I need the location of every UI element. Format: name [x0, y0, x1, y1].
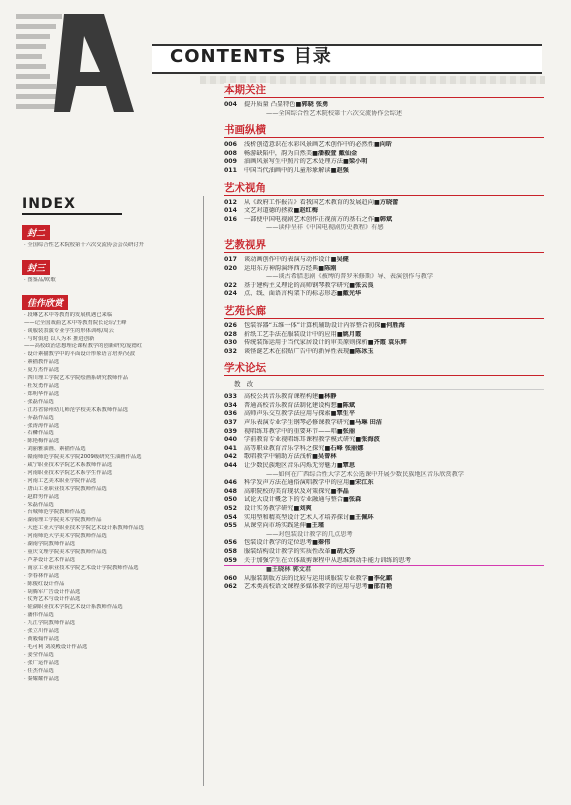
- author-separator: ■: [380, 321, 387, 329]
- index-item[interactable]: · 湖南学院教师作品选: [24, 541, 76, 548]
- entry-title: 传统装饰运用于当代家居设计的审美原则探析: [244, 339, 368, 347]
- author-separator: ■: [293, 505, 300, 512]
- index-item[interactable]: · 素描教作品选: [24, 359, 60, 366]
- section-heading: [224, 362, 544, 376]
- toc-entry[interactable]: [224, 514, 544, 523]
- index-item[interactable]: · 陈俊红设计作品: [24, 580, 65, 587]
- author-separator: ■: [349, 513, 356, 521]
- index-item[interactable]: · 陈艳梅作品选: [24, 438, 60, 445]
- index-item[interactable]: · 唐山工业职业技术学院教师作品选: [24, 485, 107, 492]
- entry-author: 潘毅萱 戴仙金: [317, 149, 358, 157]
- toc-entry[interactable]: [224, 141, 544, 150]
- entry-author: 马琳 田洁: [355, 419, 382, 427]
- index-item[interactable]: · 秦耀耀作品选: [24, 675, 60, 682]
- index-item[interactable]: · 仗秀艺术与设计作品选: [24, 596, 81, 603]
- section-subheading: 教 改: [234, 379, 544, 390]
- index-item[interactable]: · 河南工艺美术职业学院作品选: [24, 477, 97, 484]
- index-item[interactable]: · 李春林作品选: [24, 572, 60, 579]
- author-separator: ■: [343, 158, 349, 166]
- index-section-tag: 封二: [22, 225, 50, 240]
- contents-column: [224, 84, 544, 598]
- author-separator: ■: [349, 419, 356, 427]
- author-separator: ■: [312, 453, 318, 461]
- entry-author: 陈刚: [324, 264, 337, 272]
- page-number: [224, 224, 244, 233]
- author-separator: ■: [349, 281, 356, 289]
- toc-entry[interactable]: [224, 548, 544, 557]
- page-number: 060: [224, 574, 237, 582]
- index-item[interactable]: · 朱磊作品选: [24, 501, 54, 508]
- index-item[interactable]: · 姜莹作品选: [24, 651, 54, 658]
- index-item[interactable]: · 硅湖职业技术学院艺术设计系教师作品选: [24, 604, 123, 611]
- entry-title: 艺术类高校语文课程多媒体教学的应用与思考: [244, 583, 368, 591]
- entry-title: 设计实务教学研究: [244, 505, 294, 512]
- author-separator: ■: [312, 539, 318, 547]
- index-item[interactable]: · 夏万杰作品选: [24, 367, 60, 374]
- entry-author: 石峰 张丽娜: [330, 444, 364, 452]
- page-number: 030: [224, 339, 237, 347]
- index-item[interactable]: · 张涛涛作品选: [24, 422, 60, 429]
- page-number: 041: [224, 444, 237, 452]
- toc-entry[interactable]: [224, 393, 544, 402]
- entry-author: 吴健: [336, 255, 349, 263]
- page-number: 042: [224, 453, 237, 461]
- page-number: 036: [224, 410, 237, 418]
- author-separator: ■: [312, 149, 318, 157]
- index-item[interactable]: · 咸宁职业技术学院艺术系教师作品选: [24, 462, 113, 469]
- page-number: 012: [224, 198, 237, 206]
- entry-author: 郭晓 张勇: [301, 101, 329, 108]
- page-number: 011: [224, 166, 237, 174]
- page-number: 024: [224, 290, 237, 298]
- index-section: [22, 291, 202, 684]
- page-number: 046: [224, 479, 237, 487]
- toc-entry[interactable]: [224, 282, 544, 291]
- entry-title: 基于建构主义理论的高师钢琴教学研究: [244, 281, 350, 289]
- author-separator: ■: [367, 339, 374, 347]
- page-number: 008: [224, 149, 237, 157]
- author-separator: ■: [373, 141, 380, 149]
- entry-author: 张海波: [361, 436, 380, 444]
- entry-title: 从《政府工作报告》看我国艺术教育的发展趋向: [244, 198, 374, 206]
- entry-title: 油画风景写生中照片的艺术处理方法: [244, 158, 343, 166]
- author-separator: ■: [330, 410, 337, 418]
- entry-title: 高职院校的美育现状及对策探究: [244, 487, 331, 495]
- entry-author: 李晶: [336, 487, 349, 495]
- author-separator: ■: [349, 347, 356, 355]
- page-number: 014: [224, 207, 237, 215]
- entry-title: 文艺对道德的拯救: [244, 207, 294, 215]
- author-separator: ■: [330, 166, 337, 174]
- toc-entry[interactable]: [224, 101, 544, 110]
- entry-title: 包装容器“五维一体”计算机辅助设计内容整合初探: [244, 321, 381, 329]
- entry-author: 方晓蕾: [379, 198, 399, 206]
- section-title: 艺苑长廊: [224, 304, 270, 318]
- toc-entry[interactable]: [224, 419, 544, 428]
- index-item[interactable]: · 河南职业技术学院艺术系学生作品选: [24, 469, 113, 476]
- column-divider: [203, 196, 204, 786]
- entry-author: 覃思: [342, 462, 356, 470]
- toc-entry[interactable]: [224, 471, 544, 480]
- index-item[interactable]: · 河南师范大学美术学院教师作品选: [24, 533, 107, 540]
- author-separator: ■: [295, 101, 302, 108]
- entry-author: 向昕: [379, 141, 393, 149]
- entry-title: 中国当代油画中的儿童形象解读: [244, 166, 331, 174]
- entry-title: 关于加强学生在立体裁剪课程中从思维到动手能力训练的思考: [244, 556, 412, 564]
- entry-title: 谈动画创作中的表演与动作设计: [244, 255, 331, 263]
- page-number: 032: [224, 347, 237, 355]
- toc-entry[interactable]: [224, 290, 544, 299]
- index-item[interactable]: · 潘伟作品选: [24, 612, 54, 619]
- entry-title: 试论大设计概念下的专业融通与整合: [244, 496, 343, 504]
- entry-title: 从服装制版方法的比较与运用谈服装专业教学: [244, 574, 368, 582]
- page-number: 059: [224, 556, 237, 564]
- author-separator: ■: [336, 330, 343, 338]
- page-number: 020: [224, 264, 237, 272]
- entry-author: 梁小明: [348, 158, 368, 166]
- entry-author: 林静: [324, 393, 337, 401]
- page-number: 034: [224, 401, 237, 409]
- page-number: 016: [224, 215, 237, 223]
- author-separator: ■: [367, 574, 374, 582]
- index-item[interactable]: · 大连工业大学职业技术学院艺术设计系教师作品选: [24, 525, 144, 532]
- index-item[interactable]: · 乔磊作品选: [24, 414, 54, 421]
- index-section: [22, 221, 202, 250]
- page-number: 022: [224, 281, 237, 289]
- entry-title: 包装设计教学的定位思考: [244, 539, 313, 547]
- author-separator: ■: [266, 566, 272, 574]
- section-heading: [224, 239, 544, 253]
- entry-title: 畅游缺陷中，韵为自然美: [244, 149, 313, 157]
- toc-entry[interactable]: [224, 539, 544, 548]
- entry-title: ——谈古希腊悲剧《被缚的普罗米修斯》导、表演创作与教学: [266, 273, 434, 281]
- letter-a-decoration: [6, 8, 156, 118]
- index-item[interactable]: · 毛可利 刘凌殿设计作品选: [24, 643, 88, 650]
- index-item[interactable]: · 南京工业职业技术学院艺术设计学院教师作品选: [24, 564, 139, 571]
- index-item[interactable]: · 谈服装表演专业学生的形体训练/周云: [24, 327, 114, 334]
- page-number: 054: [224, 513, 237, 521]
- toc-entry[interactable]: [224, 557, 544, 567]
- toc-entry[interactable]: [224, 402, 544, 411]
- page-number: 050: [224, 496, 237, 504]
- entry-title: 高校公共音乐教育课程构建: [244, 393, 319, 401]
- index-item[interactable]: · 赵群男作品选: [24, 493, 60, 500]
- toc-entry[interactable]: [224, 453, 544, 462]
- section-heading: [224, 305, 544, 319]
- entry-title: 声乐表演专业学生钢琴必修课教学研究: [244, 419, 350, 427]
- author-separator: ■: [330, 487, 337, 495]
- toc-entry[interactable]: [224, 479, 544, 488]
- toc-entry[interactable]: [224, 216, 544, 225]
- author-separator: ■: [324, 444, 331, 452]
- toc-entry[interactable]: [224, 265, 544, 274]
- contents-section: [224, 362, 544, 592]
- entry-title: 从课堂向市场实践延伸: [244, 522, 306, 530]
- page-number: 055: [224, 522, 237, 530]
- index-item[interactable]: · 与时俱进 以人为本 推进创新: [24, 335, 95, 342]
- toc-entry[interactable]: [224, 158, 544, 167]
- entry-author: 赵红梅: [299, 207, 318, 215]
- section-heading: [224, 182, 544, 196]
- page-number: 004: [224, 101, 237, 108]
- contents-section: [224, 84, 544, 118]
- index-item[interactable]: · 湖南理工学院美术学院教师作品: [24, 517, 102, 524]
- entry-author: 戴光华: [342, 290, 362, 298]
- toc-entry[interactable]: [224, 110, 544, 119]
- author-separator: ■: [355, 436, 362, 444]
- entry-author: 吴曾林: [317, 453, 337, 461]
- entry-author: 张丽: [342, 427, 356, 435]
- entry-title: 学前教育专业视唱练耳课程教学模式研究: [244, 436, 356, 444]
- entry-title: 实用型和精英型设计艺术人才培养探讨: [244, 513, 350, 521]
- page-number: 058: [224, 547, 237, 555]
- toc-entry[interactable]: [224, 436, 544, 445]
- index-item[interactable]: · 杜发勇作品选: [24, 382, 60, 389]
- index-column: [22, 196, 202, 683]
- entry-title: 歌唱教学中辅助方法浅析: [244, 453, 313, 461]
- index-item[interactable]: · 图鉴品/欧歌: [24, 276, 56, 283]
- page-number: 028: [224, 330, 237, 338]
- index-item[interactable]: · 任杰作品选: [24, 667, 54, 674]
- toc-entry[interactable]: [224, 339, 544, 348]
- entry-author: 张云良: [355, 281, 374, 289]
- index-item[interactable]: · 江苏省徐州幼儿师范学校美术系教师作品选: [24, 406, 129, 413]
- entry-title: ——如何在广西综合性大学艺术公选课中开展少数民族地区音乐欣赏教学: [266, 470, 464, 478]
- entry-author: 秦伟: [317, 539, 331, 547]
- section-title: 学术论坛: [224, 361, 270, 375]
- author-separator: ■: [349, 479, 356, 487]
- page-number: [224, 471, 244, 480]
- contents-section: [224, 182, 544, 233]
- index-item[interactable]: · 段琳艺术中等教育的发展机遇已来临: [24, 311, 113, 318]
- toc-entry[interactable]: [224, 575, 544, 584]
- entry-author: 赵强: [336, 166, 349, 174]
- toc-entry[interactable]: [224, 428, 544, 437]
- toc-entry[interactable]: [224, 331, 544, 340]
- page-number: 039: [224, 427, 237, 435]
- author-separator: ■: [318, 264, 325, 272]
- index-item[interactable]: ——记全国戏曲艺术中等教育院长论坛/王峰: [24, 319, 127, 326]
- index-item[interactable]: · 黄毅翰作品选: [24, 635, 60, 642]
- entry-author: 陈斌: [342, 401, 356, 409]
- entry-title: 让少数民族地区音乐闪烁无穷魅力: [244, 462, 337, 470]
- page-number: 048: [224, 487, 237, 495]
- entry-title: 折纸工艺手法在服装设计中的应用: [244, 330, 337, 338]
- author-separator: ■: [373, 198, 380, 206]
- page-number: 009: [224, 158, 237, 166]
- index-section: [22, 256, 202, 285]
- entry-author: 李化麒: [373, 574, 393, 582]
- toc-entry[interactable]: [224, 583, 544, 592]
- author-separator: ■: [318, 393, 325, 401]
- entry-author: 齐霞 袁乐辉: [373, 339, 407, 347]
- entry-title: ——对包装设计教学的几点思考: [266, 530, 353, 538]
- entry-title: 浅析创造意识在水彩风景画艺术创作中的必然性: [244, 141, 374, 149]
- page-number: 026: [224, 321, 237, 329]
- index-item[interactable]: · 芦茅设计艺术作品选: [24, 556, 76, 563]
- index-item[interactable]: · 九江学院教师作品选: [24, 620, 76, 627]
- toc-entry[interactable]: [224, 167, 544, 176]
- entry-author: 王瑾: [311, 522, 325, 530]
- index-item[interactable]: · 赣南师范学院美术学院2009级研究生油画作品选: [24, 454, 142, 461]
- toc-entry[interactable]: [224, 410, 544, 419]
- section-title: 艺教视界: [224, 238, 270, 252]
- entry-title: ——全国综合性艺术院校第十六次交流协作会综述: [266, 109, 403, 117]
- entry-author: 张森: [348, 496, 362, 504]
- toc-entry[interactable]: [224, 256, 544, 265]
- author-separator: ■: [336, 290, 343, 298]
- index-item[interactable]: ——高校政治思想理论课程教学的创新研究/庞德红: [24, 343, 143, 350]
- index-item[interactable]: · 石鳞作品选: [24, 430, 54, 437]
- author-separator: ■: [330, 255, 337, 263]
- entry-author: 韩斌: [379, 215, 393, 223]
- entry-author: 王佩环: [355, 513, 374, 521]
- entry-title: 服装结构设计教学的实质性改革: [244, 547, 331, 555]
- section-heading: [224, 124, 544, 138]
- page-number: 044: [224, 462, 237, 470]
- entry-author: 陈冰玉: [355, 347, 374, 355]
- entry-author: 胡大芬: [336, 547, 356, 555]
- index-item[interactable]: · 重庆文理学院美术学院教师作品选: [24, 549, 107, 555]
- contents-section: [224, 305, 544, 356]
- page-number: [224, 531, 244, 540]
- index-item[interactable]: · 张立川作品选: [24, 628, 60, 635]
- page-number: [224, 273, 244, 282]
- toc-entry[interactable]: [224, 224, 544, 233]
- entry-title: 高师声乐交互教学法应用与探索: [244, 410, 331, 418]
- index-item[interactable]: · 全国综合性艺术院校第十六次交流协会会员研讨开: [24, 242, 144, 248]
- toc-entry[interactable]: [224, 273, 544, 282]
- author-separator: ■: [293, 207, 300, 215]
- contents-section: [224, 239, 544, 299]
- author-separator: ■: [367, 583, 374, 591]
- author-separator: ■: [373, 215, 380, 223]
- section-title: 书画纵横: [224, 123, 270, 137]
- toc-entry[interactable]: [224, 207, 544, 216]
- index-item[interactable]: · 郑明华作品选: [24, 390, 60, 397]
- toc-entry[interactable]: [224, 531, 544, 540]
- toc-entry[interactable]: [224, 348, 544, 357]
- page-number: 033: [224, 393, 237, 401]
- page-number: 006: [224, 141, 237, 149]
- index-item[interactable]: · 设计素描教学中的平面设计形象语言培养/吴波: [24, 351, 136, 358]
- entry-title: 运用东方神韵演绎西方经典: [244, 264, 319, 272]
- page-number: [224, 110, 244, 119]
- entry-title: 提升质量 凸显特色: [244, 101, 296, 108]
- toc-entry[interactable]: [224, 522, 544, 531]
- index-item[interactable]: · 台城师范学院教师作品选: [24, 509, 86, 516]
- toc-entry[interactable]: [224, 322, 544, 331]
- entry-title: 点、线、面语言构架下的标志形态: [244, 290, 337, 298]
- index-item[interactable]: · 张磊作品选: [24, 398, 54, 405]
- page-title: CONTENTS 目录: [170, 46, 332, 67]
- contents-section: [224, 124, 544, 175]
- index-item[interactable]: · 胡腾军广告设计作品选: [24, 588, 81, 595]
- toc-entry[interactable]: [224, 496, 544, 505]
- entry-author: 何胜海: [386, 321, 405, 329]
- page-number: 062: [224, 583, 237, 591]
- index-item[interactable]: · 四川理工学院艺术学院绘画系研究教师作品: [24, 375, 129, 382]
- entry-author: 邵百艳: [373, 583, 393, 591]
- page-number: 017: [224, 255, 237, 263]
- entry-author: 刘爽: [299, 505, 312, 512]
- entry-title: 科学发声方法在通俗演唱教学中的应用: [244, 479, 350, 487]
- page-number: 056: [224, 539, 237, 547]
- author-separator: ■: [343, 496, 349, 504]
- entry-author: 王晓林 郭文君: [271, 566, 312, 574]
- entry-author: 宋江东: [355, 479, 374, 487]
- page-number: 040: [224, 436, 237, 444]
- author-separator: ■: [336, 462, 343, 470]
- toc-entry[interactable]: [224, 445, 544, 454]
- page-number: [224, 566, 244, 575]
- page-number: 037: [224, 419, 237, 427]
- page-number: 052: [224, 505, 237, 512]
- entry-author: 姚月霞: [342, 330, 362, 338]
- toc-entry[interactable]: [224, 150, 544, 159]
- author-separator: ■: [330, 547, 337, 555]
- toc-entry[interactable]: [224, 566, 544, 575]
- index-title: INDEX: [22, 196, 122, 215]
- entry-title: 视唱练耳教学中的重要环节——唱: [244, 427, 337, 435]
- entry-title: 普通高校音乐教育法制化建设构想: [244, 401, 337, 409]
- author-separator: ■: [336, 401, 343, 409]
- toc-entry[interactable]: [224, 505, 544, 514]
- entry-title: 一部使中国电视剧艺术创作正视前方的基石之作: [244, 215, 374, 223]
- entry-title: ——读仲呈祥《中国电视剧历史教程》有感: [266, 224, 384, 232]
- entry-title: 谈怪诞艺术在招贴广告中的新异性表现: [244, 347, 350, 355]
- section-title: 本期关注: [224, 83, 270, 97]
- toc-entry[interactable]: [224, 199, 544, 208]
- section-title: 艺术视角: [224, 181, 270, 195]
- index-item[interactable]: · 刘丽雅油画、素描作品选: [24, 446, 86, 453]
- entry-author: 覃生平: [336, 410, 356, 418]
- toc-entry[interactable]: [224, 462, 544, 471]
- author-separator: ■: [305, 522, 312, 530]
- index-section-tag: 佳作欣赏: [22, 295, 68, 310]
- entry-title: 高等职业教育音乐学科之探究: [244, 444, 325, 452]
- author-separator: ■: [336, 427, 343, 435]
- toc-entry[interactable]: [224, 488, 544, 497]
- index-item[interactable]: · 张广运作品选: [24, 659, 60, 666]
- section-heading: [224, 84, 544, 98]
- index-section-tag: 封三: [22, 260, 50, 275]
